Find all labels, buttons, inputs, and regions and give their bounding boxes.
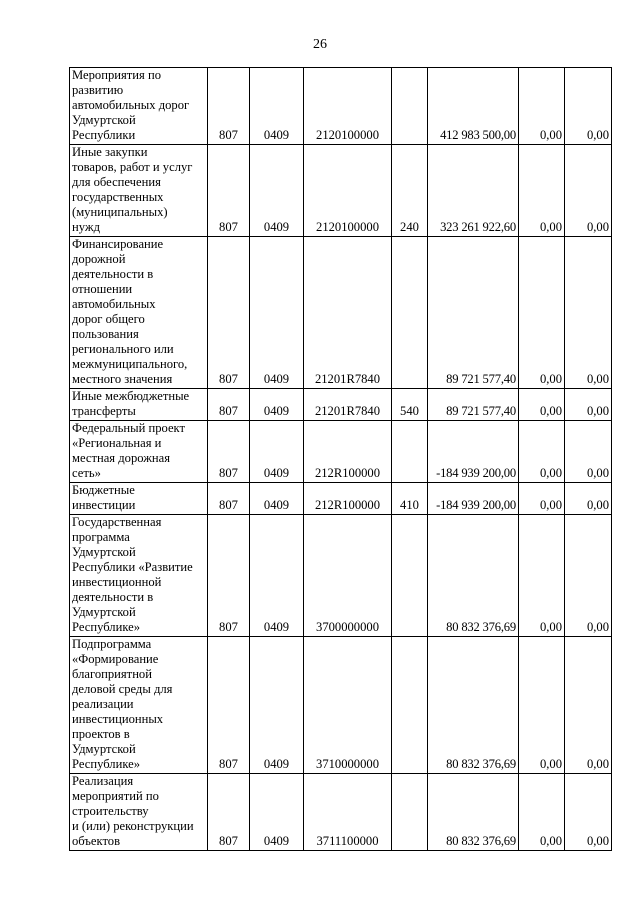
amount-cell: 80 832 376,69 xyxy=(428,637,519,774)
expense-type-cell xyxy=(392,421,428,483)
department-code-cell: 807 xyxy=(208,421,250,483)
amount-year3-cell: 0,00 xyxy=(565,145,612,237)
section-code-cell: 0409 xyxy=(250,421,304,483)
expense-type-cell xyxy=(392,68,428,145)
expense-name-cell: Государственная программа Удмуртской Республики «Развитие инвестиционной деятельности в Удмуртской Республике» xyxy=(70,515,208,637)
expense-type-cell: 540 xyxy=(392,389,428,421)
table-row xyxy=(70,515,612,637)
amount-year3-cell: 0,00 xyxy=(565,483,612,515)
section-code-cell: 0409 xyxy=(250,389,304,421)
expense-type-cell: 410 xyxy=(392,483,428,515)
section-code-cell: 0409 xyxy=(250,145,304,237)
department-code-cell: 807 xyxy=(208,637,250,774)
amount-cell: 89 721 577,40 xyxy=(428,389,519,421)
section-code-cell: 0409 xyxy=(250,774,304,851)
expense-type-cell xyxy=(392,774,428,851)
amount-year2-cell: 0,00 xyxy=(519,774,565,851)
target-article-cell: 3700000000 xyxy=(304,515,392,637)
table-row xyxy=(70,237,612,389)
expense-type-cell xyxy=(392,515,428,637)
page-number: 26 xyxy=(313,37,327,52)
table-row xyxy=(70,421,612,483)
amount-year3-cell: 0,00 xyxy=(565,389,612,421)
expense-name-cell: Мероприятия по развитию автомобильных дорог Удмуртской Республики xyxy=(70,68,208,145)
amount-cell: 89 721 577,40 xyxy=(428,237,519,389)
expense-type-cell xyxy=(392,237,428,389)
expense-name-cell: Реализация мероприятий по строительству и (или) реконструкции объектов xyxy=(70,774,208,851)
target-article-cell: 21201R7840 xyxy=(304,389,392,421)
amount-cell: 80 832 376,69 xyxy=(428,515,519,637)
section-code-cell: 0409 xyxy=(250,637,304,774)
table-row xyxy=(70,637,612,774)
amount-year2-cell: 0,00 xyxy=(519,237,565,389)
amount-cell: -184 939 200,00 xyxy=(428,483,519,515)
amount-year3-cell: 0,00 xyxy=(565,237,612,389)
department-code-cell: 807 xyxy=(208,774,250,851)
department-code-cell: 807 xyxy=(208,237,250,389)
amount-year3-cell: 0,00 xyxy=(565,774,612,851)
target-article-cell: 21201R7840 xyxy=(304,237,392,389)
budget-table xyxy=(69,67,612,851)
expense-name-cell: Федеральный проект «Региональная и местная дорожная сеть» xyxy=(70,421,208,483)
expense-name-cell: Иные закупки товаров, работ и услуг для обеспечения государственных (муниципальных) нужд xyxy=(70,145,208,237)
amount-year3-cell: 0,00 xyxy=(565,515,612,637)
table-row xyxy=(70,145,612,237)
amount-year2-cell: 0,00 xyxy=(519,145,565,237)
amount-cell: 412 983 500,00 xyxy=(428,68,519,145)
amount-year2-cell: 0,00 xyxy=(519,483,565,515)
section-code-cell: 0409 xyxy=(250,515,304,637)
amount-year3-cell: 0,00 xyxy=(565,637,612,774)
expense-name-cell: Подпрограмма «Формирование благоприятной деловой среды для реализации инвестиционных проектов в Удмуртской Республике» xyxy=(70,637,208,774)
department-code-cell: 807 xyxy=(208,483,250,515)
department-code-cell: 807 xyxy=(208,145,250,237)
department-code-cell: 807 xyxy=(208,515,250,637)
target-article-cell: 2120100000 xyxy=(304,68,392,145)
amount-year2-cell: 0,00 xyxy=(519,637,565,774)
amount-cell: -184 939 200,00 xyxy=(428,421,519,483)
target-article-cell: 212R100000 xyxy=(304,483,392,515)
expense-name-cell: Бюджетные инвестиции xyxy=(70,483,208,515)
department-code-cell: 807 xyxy=(208,68,250,145)
amount-year3-cell: 0,00 xyxy=(565,421,612,483)
table-row xyxy=(70,389,612,421)
target-article-cell: 3711100000 xyxy=(304,774,392,851)
department-code-cell: 807 xyxy=(208,389,250,421)
expense-type-cell xyxy=(392,637,428,774)
expense-type-cell: 240 xyxy=(392,145,428,237)
amount-cell: 80 832 376,69 xyxy=(428,774,519,851)
section-code-cell: 0409 xyxy=(250,68,304,145)
amount-year2-cell: 0,00 xyxy=(519,515,565,637)
target-article-cell: 212R100000 xyxy=(304,421,392,483)
target-article-cell: 2120100000 xyxy=(304,145,392,237)
section-code-cell: 0409 xyxy=(250,237,304,389)
table-row xyxy=(70,68,612,145)
amount-year3-cell: 0,00 xyxy=(565,68,612,145)
expense-name-cell: Финансирование дорожной деятельности в отношении автомобильных дорог общего пользования регионального или межмуниципального, местного значения xyxy=(70,237,208,389)
target-article-cell: 3710000000 xyxy=(304,637,392,774)
table-row xyxy=(70,483,612,515)
expense-name-cell: Иные межбюджетные трансферты xyxy=(70,389,208,421)
amount-year2-cell: 0,00 xyxy=(519,389,565,421)
amount-cell: 323 261 922,60 xyxy=(428,145,519,237)
amount-year2-cell: 0,00 xyxy=(519,68,565,145)
amount-year2-cell: 0,00 xyxy=(519,421,565,483)
section-code-cell: 0409 xyxy=(250,483,304,515)
table-row xyxy=(70,774,612,851)
